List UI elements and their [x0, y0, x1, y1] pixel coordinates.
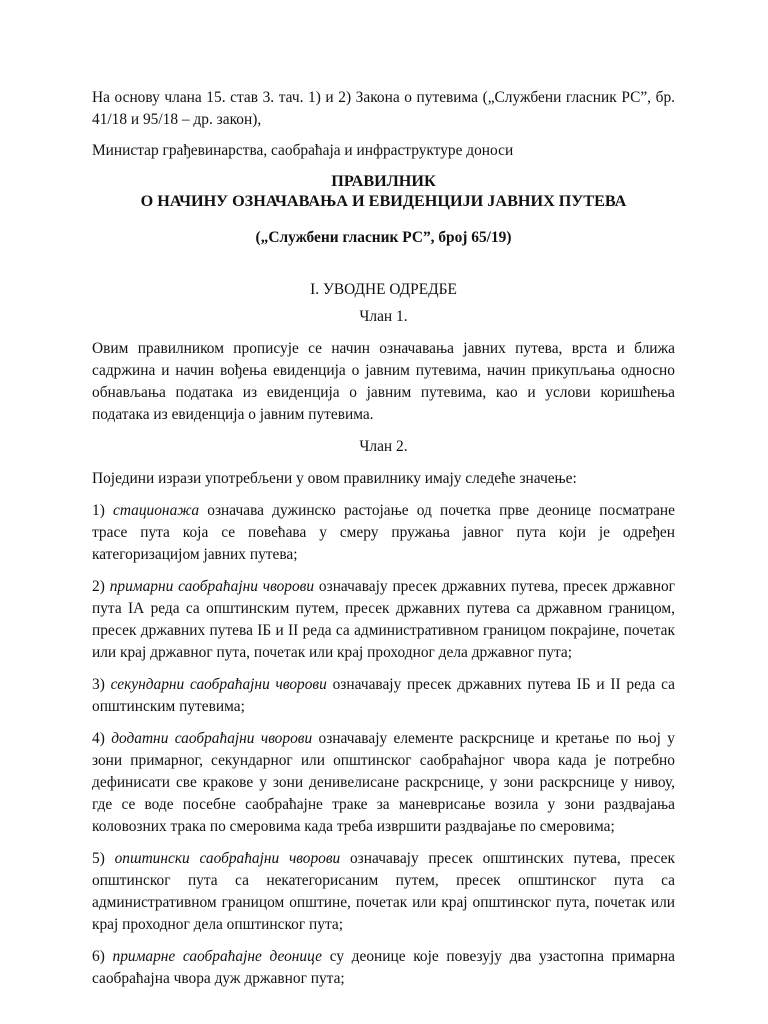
section-heading: I. УВОДНЕ ОДРЕДБЕ [310, 281, 457, 298]
defined-term: стационажа [113, 502, 200, 519]
definition-text: означавају пресек државних путева, пресек државног пута IА реда са општинским путем, пресек државних путева са државном границом, пресек државних путева IБ и II реда са административном границом покрајине, почетак или крај државног пута, почетак или крај проходног дела државног пута; [92, 578, 675, 661]
definition-item [92, 576, 675, 664]
definition-text: означавају елементе раскрснице и кретање по њој у зони примарног, секундарног или општинског саобраћајног чвора када је потребно дефинисати све кракове у зони денивелисане раскрснице, у зони раскрснице у нивоу, где се воде посебне саобраћајне траке за маневрисање возила у зони раздвајања коловозних трака по смеровима када треба извршити раздвајање по смеровима; [92, 730, 675, 835]
preamble-basis: На основу члана 15. став 3. тач. 1) и 2) Закона о путевима („Службени гласник РС”, бр. 41/18 и 95/18 – др. закон), [92, 89, 675, 128]
item-number: 3) [92, 676, 105, 693]
document-page [92, 87, 675, 1000]
definition-item [92, 674, 675, 718]
official-gazette-reference: („Службени гласник РС”, број 65/19) [255, 229, 512, 246]
defined-term: примарни саобраћајни чворови [109, 578, 315, 595]
article-2-heading: Члан 2. [359, 438, 408, 455]
definition-item [92, 946, 675, 990]
definition-text: означавају пресек државних путева IБ и II реда са општинским путевима; [92, 676, 676, 715]
document-title-line1: ПРАВИЛНИК [331, 172, 436, 190]
definition-item [92, 500, 675, 566]
definition-text: су деонице које повезују два узастопна примарна саобраћајна чвора дуж државног пута; [92, 948, 675, 987]
definition-text: означава дужинско растојање од почетка прве деонице посматране трасе пута која се повећава у смеру пружања јавног пута који је одређен категоризацијом јавних путева; [92, 502, 676, 563]
item-number: 1) [92, 502, 105, 519]
definition-text: означавају пресек општинских путева, пресек општинског пута са некатегорисаним путем, пресек општинског пута са административном границом општине, почетак или крај општинског пута, почетак или крај проходног дела општинског пута; [92, 850, 675, 933]
item-number: 5) [92, 850, 105, 867]
article-1-text: Овим правилником прописује се начин означавања јавних путева, врста и ближа садржина и начин вођења евиденција о јавним путевима, начин прикупљања односно обнављања података из евиденција о јавним путевима, као и услови коришћења података из евиденција о јавним путевима. [92, 340, 675, 423]
article-1-heading: Члан 1. [359, 308, 408, 325]
item-number: 2) [92, 578, 105, 595]
definition-item [92, 728, 675, 838]
defined-term: примарне саобраћајне деонице [112, 948, 323, 965]
preamble-minister: Министар грађевинарства, саобраћаја и инфраструктуре доноси [92, 142, 514, 159]
item-number: 6) [92, 948, 105, 965]
document-title-line2: О НАЧИНУ ОЗНАЧАВАЊА И ЕВИДЕНЦИЈИ ЈАВНИХ ПУТЕВА [140, 192, 627, 210]
article-2-intro: Поједини изрази употребљени у овом правилнику имају следеће значење: [92, 470, 577, 487]
definition-item [92, 848, 675, 936]
defined-term: секундарни саобраћајни чворови [110, 676, 327, 693]
defined-term: додатни саобраћајни чворови [111, 730, 313, 747]
defined-term: општински саобраћајни чворови [114, 850, 341, 867]
item-number: 4) [92, 730, 105, 747]
